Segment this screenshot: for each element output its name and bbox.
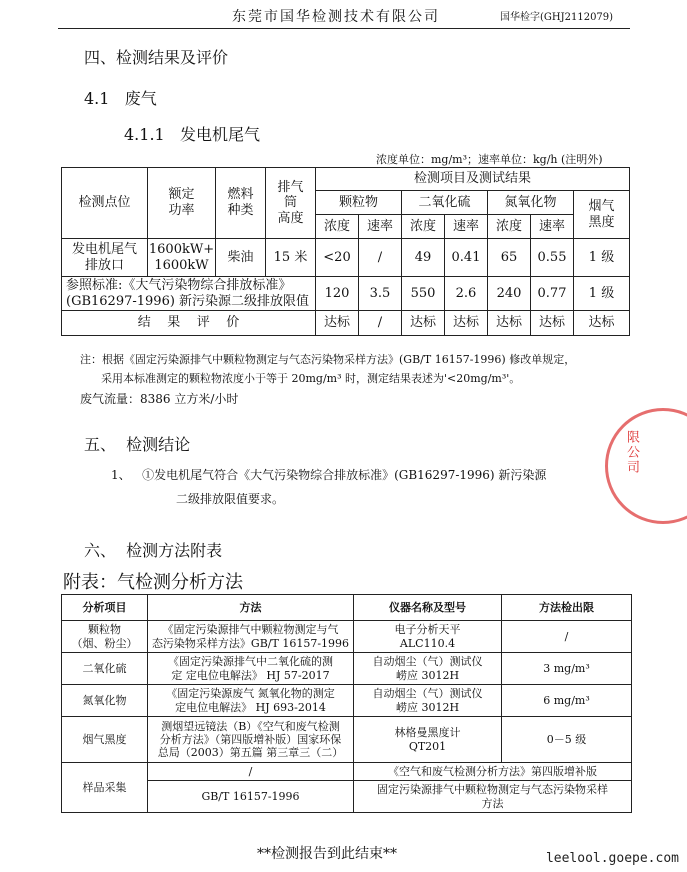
cell-result: 达标 bbox=[531, 311, 574, 336]
cell-pm-conc: 120 bbox=[316, 277, 359, 311]
th-nox: 氮氧化物 bbox=[488, 191, 574, 215]
section41-title: 4.1 废气 bbox=[84, 89, 157, 108]
note-line2: 采用本标准测定的颗粒物浓度小于等于 20mg/m³ 时，测定结果表述为'<20mg/m³'。 bbox=[101, 372, 521, 385]
cell-nox-conc: 240 bbox=[488, 277, 531, 311]
cell-point: 发电机尾气 排放口 bbox=[62, 239, 148, 277]
cell-instrument: 林格曼黑度计 QT201 bbox=[354, 717, 502, 763]
section4-title: 四、检测结果及评价 bbox=[84, 48, 229, 67]
report-end: **检测报告到此结束** bbox=[257, 846, 397, 862]
section6-title: 六、 检测方法附表 bbox=[84, 541, 223, 560]
th-fuel: 燃料 种类 bbox=[216, 168, 266, 239]
cell-slash: / bbox=[359, 311, 402, 336]
header-divider bbox=[58, 28, 630, 29]
units-note: 浓度单位：mg/m³；速率单位：kg/h (注明外) bbox=[376, 153, 603, 166]
table-row bbox=[62, 277, 630, 311]
cell-pm-rate: 3.5 bbox=[359, 277, 402, 311]
section411-title: 4.1.1 发电机尾气 bbox=[124, 125, 260, 144]
cell-method: 《固定污染源排气中二氧化硫的测 定 定电位电解法》 HJ 57-2017 bbox=[148, 653, 354, 685]
table-row bbox=[62, 621, 632, 653]
cell-method: 测烟望远镜法（B）《空气和废气检测 分析方法》（第四版增补版）国家环保 总局（2003）第五篇 第三章三（二） bbox=[148, 717, 354, 763]
cell-smoke: 1 级 bbox=[574, 277, 630, 311]
cell-method: 《固定污染源废气 氮氧化物的测定 定电位电解法》 HJ 693-2014 bbox=[148, 685, 354, 717]
cell-result: 达标 bbox=[316, 311, 359, 336]
cell-so2-rate: 2.6 bbox=[445, 277, 488, 311]
cell-item: 样品采集 bbox=[62, 763, 148, 813]
cell-pm-conc: <20 bbox=[316, 239, 359, 277]
cell-result: 达标 bbox=[445, 311, 488, 336]
cell-pm-rate: / bbox=[359, 239, 402, 277]
cell-power: 1600kW+ 1600kW bbox=[148, 239, 216, 277]
table-row bbox=[62, 653, 632, 685]
th-power: 额定 功率 bbox=[148, 168, 216, 239]
th-conc: 浓度 bbox=[402, 215, 445, 239]
watermark: leelool.goepe.com bbox=[545, 851, 679, 866]
table-row bbox=[62, 685, 632, 717]
conclusion-item-cont: 二级排放限值要求。 bbox=[176, 492, 285, 506]
th-analysis-item: 分析项目 bbox=[62, 595, 148, 621]
cell-so2-conc: 550 bbox=[402, 277, 445, 311]
cell-nox-rate: 0.77 bbox=[531, 277, 574, 311]
table-row bbox=[62, 781, 632, 813]
th-conc: 浓度 bbox=[316, 215, 359, 239]
th-conc: 浓度 bbox=[488, 215, 531, 239]
cell-instrument: 自动烟尘（气）测试仪 崂应 3012H bbox=[354, 685, 502, 717]
cell-item: 二氧化硫 bbox=[62, 653, 148, 685]
th-stack: 排气 筒 高度 bbox=[266, 168, 316, 239]
company-name: 东莞市国华检测技术有限公司 bbox=[232, 9, 440, 25]
table-row bbox=[62, 239, 630, 277]
cell-stack: 15 米 bbox=[266, 239, 316, 277]
cell-result: 达标 bbox=[402, 311, 445, 336]
company-seal-text: 限公司 bbox=[624, 430, 639, 475]
cell-method: / bbox=[148, 763, 354, 781]
cell-so2-rate: 0.41 bbox=[445, 239, 488, 277]
cell-limit: 6 mg/m³ bbox=[502, 685, 632, 717]
cell-result: 达标 bbox=[488, 311, 531, 336]
conclusion-item: 1、 ①发电机尾气符合《大气污染物综合排放标准》(GB16297-1996) 新污染源 bbox=[111, 468, 547, 482]
th-rate: 速率 bbox=[445, 215, 488, 239]
cell-smoke: 1 级 bbox=[574, 239, 630, 277]
results-table bbox=[61, 167, 630, 336]
company-seal bbox=[605, 408, 687, 524]
table-row bbox=[62, 763, 632, 781]
cell-limit: / bbox=[502, 621, 632, 653]
cell-fuel: 柴油 bbox=[216, 239, 266, 277]
cell-instrument: 固定污染源排气中颗粒物测定与气态污染物采样 方法 bbox=[354, 781, 632, 813]
cell-method: GB/T 16157-1996 bbox=[148, 781, 354, 813]
th-detection-limit: 方法检出限 bbox=[502, 595, 632, 621]
table-row bbox=[62, 717, 632, 763]
th-instrument: 仪器名称及型号 bbox=[354, 595, 502, 621]
cell-standard: 参照标准:《大气污染物综合排放标准》 (GB16297-1996) 新污染源二级排放限值 bbox=[62, 277, 316, 311]
th-rate: 速率 bbox=[359, 215, 402, 239]
cell-so2-conc: 49 bbox=[402, 239, 445, 277]
cell-limit: 3 mg/m³ bbox=[502, 653, 632, 685]
appendix-title: 附表：气检测分析方法 bbox=[63, 572, 243, 593]
th-method: 方法 bbox=[148, 595, 354, 621]
cell-result: 达标 bbox=[574, 311, 630, 336]
cell-method: 《固定污染源排气中颗粒物测定与气 态污染物采样方法》GB/T 16157-1996 bbox=[148, 621, 354, 653]
th-items: 检测项目及测试结果 bbox=[316, 168, 630, 191]
methods-table bbox=[61, 594, 632, 813]
th-so2: 二氧化硫 bbox=[402, 191, 488, 215]
th-smoke: 烟气 黑度 bbox=[574, 191, 630, 239]
cell-item: 颗粒物 （烟、粉尘） bbox=[62, 621, 148, 653]
table-row bbox=[62, 311, 630, 336]
note-line1: 注：根据《固定污染源排气中颗粒物测定与气态污染物采样方法》(GB/T 16157-1996) 修改单规定， bbox=[80, 353, 576, 366]
cell-instrument: 《空气和废气检测分析方法》第四版增补版 bbox=[354, 763, 632, 781]
cell-nox-rate: 0.55 bbox=[531, 239, 574, 277]
section5-title: 五、 检测结论 bbox=[84, 435, 191, 454]
cell-instrument: 电子分析天平 ALC110.4 bbox=[354, 621, 502, 653]
cell-evaluation: 结 果 评 价 bbox=[62, 311, 316, 336]
th-rate: 速率 bbox=[531, 215, 574, 239]
cell-instrument: 自动烟尘（气）测试仪 崂应 3012H bbox=[354, 653, 502, 685]
cell-item: 烟气黑度 bbox=[62, 717, 148, 763]
th-pm: 颗粒物 bbox=[316, 191, 402, 215]
th-point: 检测点位 bbox=[62, 168, 148, 239]
cell-limit: 0－5 级 bbox=[502, 717, 632, 763]
report-number: 国华检字(GHJ2112079) bbox=[500, 12, 614, 23]
cell-item: 氮氧化物 bbox=[62, 685, 148, 717]
cell-nox-conc: 65 bbox=[488, 239, 531, 277]
gas-flow: 废气流量：8386 立方米/小时 bbox=[80, 392, 239, 406]
